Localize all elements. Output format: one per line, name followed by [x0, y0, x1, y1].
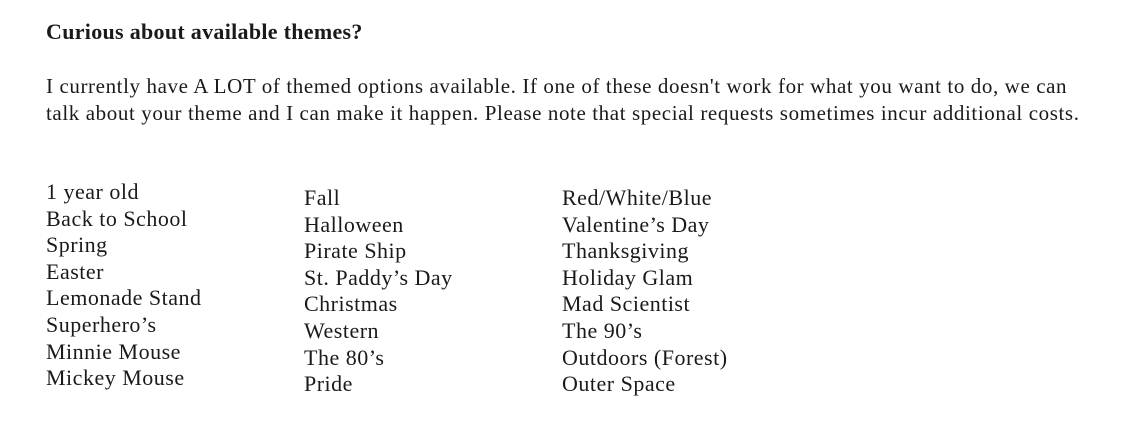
theme-list-column-3 [562, 185, 728, 398]
theme-item: Superhero’s [46, 311, 157, 337]
theme-item: Pirate Ship [304, 238, 407, 264]
theme-item: Christmas [304, 291, 398, 317]
theme-item: Outdoors (Forest) [562, 344, 728, 370]
theme-item: Spring [46, 232, 108, 258]
theme-item: Red/White/Blue [562, 185, 712, 210]
intro-paragraph: I currently have A LOT of themed options available. If one of these doesn't work for what you want to do, we can talk about your theme and I can make it happen. Please note that special requests sometimes incur additional costs. [46, 74, 1080, 125]
theme-item: Holiday Glam [562, 264, 694, 290]
theme-item: Mad Scientist [562, 291, 691, 317]
theme-item: Halloween [304, 211, 404, 237]
theme-item: St. Paddy’s Day [304, 264, 453, 290]
theme-item: Mickey Mouse [46, 365, 185, 391]
theme-list-column-1 [46, 179, 201, 392]
section-heading: Curious about available themes? [46, 19, 363, 44]
theme-item: Thanksgiving [562, 238, 689, 264]
theme-item: 1 year old [46, 179, 139, 204]
theme-item: Easter [46, 258, 104, 284]
theme-item: The 90’s [562, 317, 643, 343]
theme-item: Pride [304, 371, 353, 397]
theme-item: The 80’s [304, 344, 385, 370]
theme-item: Outer Space [562, 371, 676, 397]
theme-list-column-2 [304, 185, 453, 398]
theme-item: Valentine’s Day [562, 211, 710, 237]
theme-item: Minnie Mouse [46, 338, 181, 364]
theme-item: Western [304, 317, 380, 343]
theme-item: Back to School [46, 205, 188, 231]
theme-item: Lemonade Stand [46, 285, 202, 311]
theme-item: Fall [304, 185, 341, 210]
